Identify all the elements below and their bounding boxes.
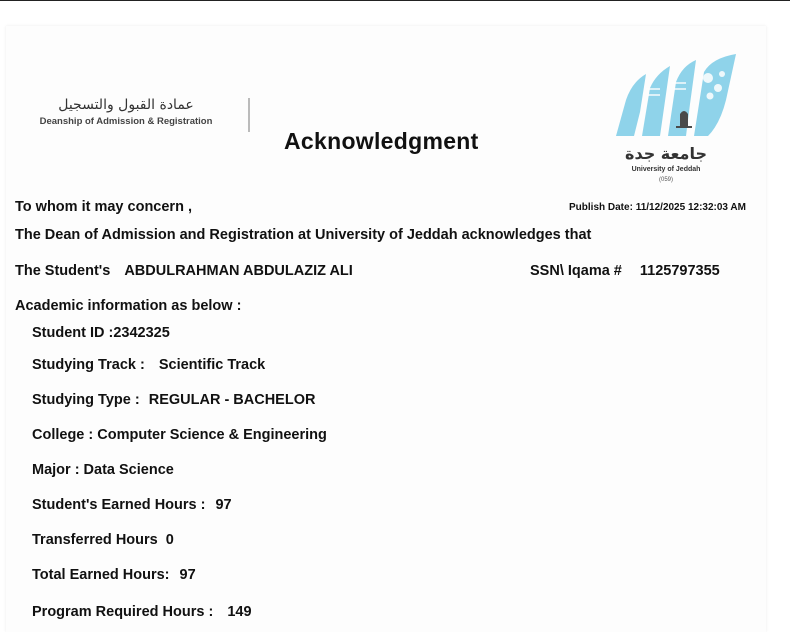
total-earned-hours-label: Total Earned Hours: [32,567,170,583]
earned-hours-label: Student's Earned Hours : [32,497,206,513]
studying-type-label: Studying Type : [32,392,140,408]
program-required-hours-label: Program Required Hours : [32,604,214,620]
total-earned-hours-value: 97 [179,567,196,583]
publish-date [569,202,746,213]
earned-hours-value: 97 [215,497,232,513]
studying-type-value: REGULAR - BACHELOR [148,392,316,408]
header-divider [248,98,250,132]
total-earned-hours [32,567,196,583]
publish-date-value: 11/12/2025 12:32:03 AM [635,202,746,213]
transferred-hours-label: Transferred Hours [32,532,158,548]
deanship-english: Deanship of Admission & Registration [39,116,213,127]
transferred-hours [32,532,174,548]
intro-text: The Dean of Admission and Registration at University of Jeddah acknowledges that [15,227,592,243]
student-id: Student ID :2342325 [32,325,170,341]
university-logo-icon [612,52,742,138]
deanship-arabic: عمادة القبول والتسجيل [58,97,194,113]
transferred-hours-value: 0 [165,532,174,548]
page-title: Acknowledgment [284,128,479,154]
ssn-label: SSN\ Iqama # [530,263,622,279]
top-border-line [0,0,790,1]
student-line [15,263,353,279]
studying-type [32,392,315,408]
greeting: To whom it may concern , [15,199,192,215]
deanship-block [26,97,226,127]
publish-date-label: Publish Date: [569,202,633,213]
college: College : Computer Science & Engineering [32,427,327,443]
university-name-arabic: جامعة جدة [625,144,707,163]
student-label: The Student's [15,263,111,279]
ssn-value: 1125797355 [639,263,720,279]
earned-hours [32,497,232,513]
program-required-hours [32,604,252,620]
major: Major : Data Science [32,462,174,478]
academic-heading: Academic information as below : [15,298,242,314]
studying-track-label: Studying Track : [32,357,145,373]
university-name-english: University of Jeddah [631,166,701,173]
studying-track-value: Scientific Track [158,357,266,373]
university-code: (059) [658,177,673,183]
ssn-line [530,263,720,279]
student-name: ABDULRAHMAN ABDULAZIZ ALI [124,263,353,279]
studying-track [32,357,265,373]
program-required-hours-value: 149 [227,604,252,620]
